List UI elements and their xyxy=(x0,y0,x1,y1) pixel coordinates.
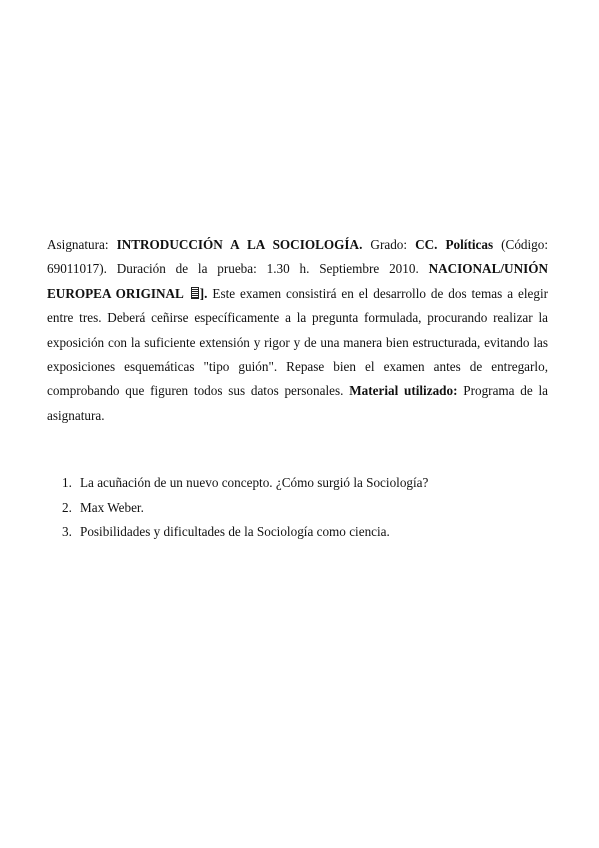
degree-name: CC. Políticas xyxy=(415,237,494,252)
question-text: Posibilidades y dificultades de la Sociología como ciencia. xyxy=(80,524,390,539)
material-text: Programa de la asignatura. xyxy=(47,383,549,423)
exam-session-suffix: ]. xyxy=(199,285,208,301)
checkbox-mark-icon xyxy=(191,287,199,299)
list-item xyxy=(62,496,542,521)
subject-label: Asignatura: xyxy=(47,237,109,252)
exam-session: NACIONAL/UNIÓN EUROPEA ORIGINAL xyxy=(47,261,549,301)
question-number: 2. xyxy=(62,499,72,515)
degree-label: Grado: xyxy=(370,237,408,252)
question-text: Max Weber. xyxy=(80,499,144,515)
exam-code-duration: (Código: 69011017). Duración de la prueba: 1.30 h. Septiembre 2010. xyxy=(47,237,549,277)
material-label: Material utilizado: xyxy=(349,383,458,399)
question-text: La acuñación de un nuevo concepto. ¿Cómo surgió la Sociología? xyxy=(80,475,429,490)
list-item xyxy=(62,520,542,545)
exam-instructions: Este examen consistirá en el desarrollo de dos temas a elegir entre tres. Deberá ceñirse específicamente a la pregunta formulada, procurando realizar la exposición con la suficiente extensión y rigor y de una manera bien estructurada, evitando las exposiciones esquemáticas "tipo guión". Repase bien el examen antes de entregarlo, comprobando que figuren todos sus datos personales. xyxy=(47,285,549,399)
question-number: 3. xyxy=(62,524,72,539)
subject-title: INTRODUCCIÓN A LA SOCIOLOGÍA. xyxy=(116,237,363,252)
list-item xyxy=(62,471,542,496)
exam-header-paragraph xyxy=(47,233,548,428)
question-list xyxy=(62,471,542,545)
question-number: 1. xyxy=(62,475,72,490)
